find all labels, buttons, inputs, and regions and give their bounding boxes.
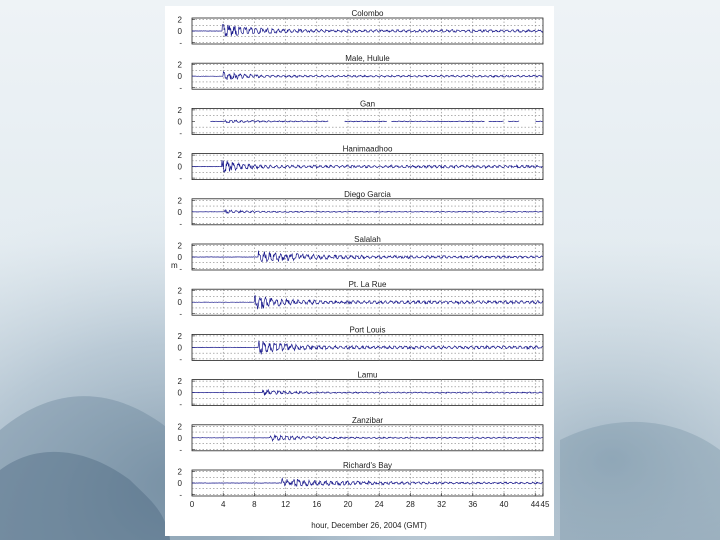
panel-title: Colombo — [351, 9, 384, 18]
panel-3 — [178, 145, 543, 184]
tide-series-line — [192, 341, 543, 355]
y-tick-label: - — [179, 445, 182, 455]
tide-series-line — [192, 296, 543, 310]
x-tick-label: 20 — [343, 500, 353, 509]
x-tick-label: 12 — [281, 500, 291, 509]
tide-series-line — [192, 251, 543, 262]
panel-7 — [178, 325, 543, 364]
tide-series-line — [192, 72, 543, 80]
panel-0 — [178, 9, 543, 48]
y-tick-label: 2 — [177, 467, 182, 477]
tide-series-line — [192, 478, 543, 486]
tide-gauge-figure — [165, 6, 554, 536]
y-tick-label: - — [179, 400, 182, 410]
panel-title: Pt. La Rue — [348, 280, 387, 290]
panel-title: Hanimaadhoo — [342, 144, 393, 154]
x-tick-label: 24 — [374, 500, 384, 509]
x-tick-label: 28 — [405, 500, 415, 509]
x-tick-label: 0 — [189, 500, 195, 509]
x-tick-label: 36 — [468, 500, 478, 509]
panel-title: Richard's Bay — [342, 461, 393, 470]
tide-series-line — [192, 160, 543, 172]
y-tick-label: - — [179, 490, 182, 500]
panel-title: Diego Garcia — [344, 189, 391, 199]
tide-gauge-chart — [165, 6, 554, 536]
y-tick-label: - — [179, 219, 182, 229]
y-tick-label: 0 — [177, 253, 182, 262]
panel-title: Zanzibar — [351, 415, 384, 425]
y-tick-label: 0 — [177, 433, 182, 443]
y-tick-label: 2 — [177, 60, 182, 70]
y-tick-label: 0 — [177, 298, 182, 308]
y-tick-label: 2 — [177, 331, 182, 341]
y-tick-label: 2 — [177, 151, 182, 161]
tide-series-line — [210, 120, 542, 123]
x-tick-label: 4 — [220, 500, 226, 509]
y-tick-label: 0 — [177, 479, 182, 488]
y-tick-label: - — [179, 83, 182, 93]
x-tick-label: 16 — [312, 500, 322, 509]
x-tick-label: 40 — [499, 500, 509, 509]
x-axis-label: hour, December 26, 2004 (GMT) — [311, 521, 427, 530]
panel-8 — [178, 371, 543, 410]
panel-2 — [178, 99, 543, 137]
y-tick-label: - — [179, 38, 182, 48]
panel-title: Port Louis — [349, 325, 386, 335]
panel-1 — [178, 54, 543, 92]
panel-title: Lamu — [357, 370, 378, 380]
y-tick-label: 2 — [177, 422, 182, 432]
y-tick-label: 0 — [177, 27, 182, 36]
y-tick-label: - — [179, 309, 182, 319]
panel-6 — [178, 280, 543, 319]
y-tick-label: 0 — [177, 388, 182, 398]
y-tick-label: - — [179, 354, 182, 364]
y-tick-label: 0 — [177, 72, 182, 82]
y-tick-label: 2 — [177, 105, 182, 115]
x-tick-label: 8 — [252, 500, 257, 509]
tide-series-line — [192, 390, 543, 396]
y-axis-label: m — [171, 261, 178, 270]
x-tick-label: 32 — [437, 500, 447, 509]
tide-series-line — [192, 25, 543, 37]
y-tick-label: - — [179, 174, 182, 184]
panel-title: Salalah — [354, 235, 381, 244]
y-tick-label: 2 — [177, 377, 182, 387]
y-tick-label: 2 — [177, 241, 182, 251]
panel-title: Male, Hulule — [345, 54, 390, 64]
tide-series-line — [192, 435, 543, 441]
y-tick-label: 2 — [177, 286, 182, 296]
y-tick-label: 2 — [177, 15, 182, 25]
y-tick-label: 0 — [177, 207, 182, 217]
x-tick-label: 44 — [530, 500, 540, 509]
panel-frame — [192, 18, 543, 44]
panel-9 — [178, 416, 543, 455]
panel-4 — [178, 190, 543, 229]
tide-series-line — [192, 210, 543, 213]
panel-title: Gan — [359, 99, 376, 109]
y-tick-label: 0 — [177, 117, 182, 127]
y-tick-label: 0 — [177, 162, 182, 172]
y-tick-label: 2 — [177, 196, 182, 206]
y-tick-label: - — [179, 128, 182, 138]
x-tick-label: 45 — [540, 500, 550, 509]
panel-10 — [178, 461, 543, 500]
panel-5 — [178, 235, 543, 274]
y-tick-label: 0 — [177, 343, 182, 353]
y-tick-label: - — [179, 264, 182, 274]
